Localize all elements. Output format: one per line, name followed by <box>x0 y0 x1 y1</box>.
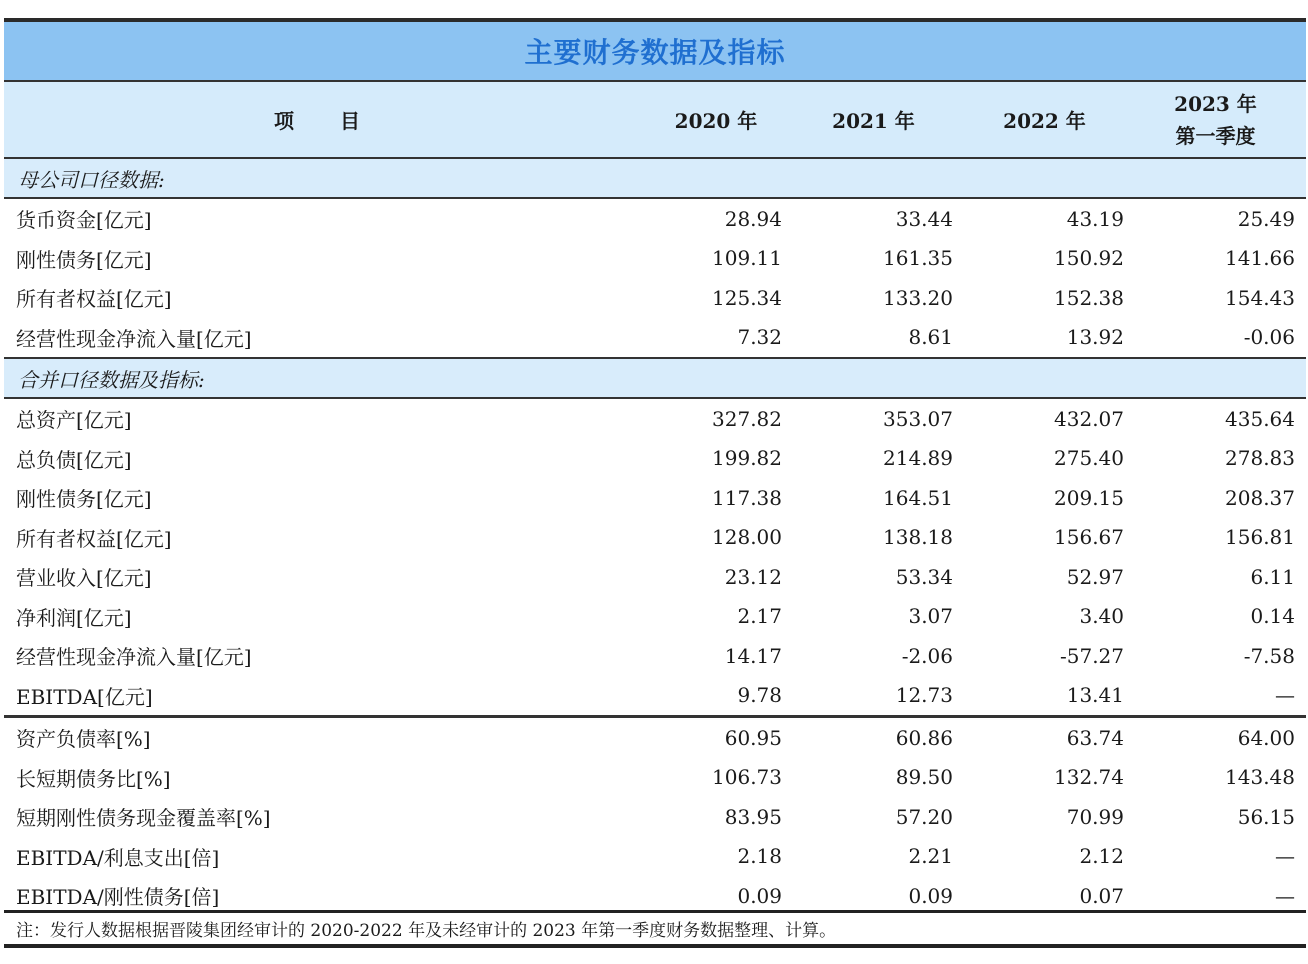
row-value: 64.00 <box>1237 725 1295 750</box>
table-row <box>4 239 1306 279</box>
row-value: 353.07 <box>883 406 953 431</box>
row-label: 经营性现金净流入量[亿元] <box>16 645 252 670</box>
header-2022: 2022 年 <box>1003 109 1086 133</box>
table-row <box>4 278 1306 318</box>
row-label: 所有者权益[亿元] <box>16 287 172 312</box>
row-value: 0.09 <box>737 883 782 908</box>
row-value: 327.82 <box>712 406 782 431</box>
row-value: 9.78 <box>737 683 782 708</box>
row-value: -7.58 <box>1243 643 1295 668</box>
row-label: 短期刚性债务现金覆盖率[%] <box>16 806 271 831</box>
row-value: 128.00 <box>712 525 782 550</box>
row-value: 208.37 <box>1225 485 1295 510</box>
row-value: 14.17 <box>724 643 782 668</box>
table-row <box>4 837 1306 877</box>
row-value: 143.48 <box>1225 765 1295 790</box>
row-value: 13.92 <box>1066 325 1124 350</box>
row-value: — <box>1275 844 1295 869</box>
financial-table <box>4 18 1306 916</box>
row-value: 89.50 <box>895 765 953 790</box>
row-value: -0.06 <box>1243 325 1295 350</box>
table-row <box>4 676 1306 716</box>
row-label: EBITDA[亿元] <box>16 684 153 709</box>
table-note: 注：发行人数据根据晋陵集团经审计的 2020-2022 年及未经审计的 2023 年第一季度财务数据整理、计算。 <box>4 910 1306 948</box>
row-value: 28.94 <box>724 206 782 231</box>
table-body <box>4 159 1306 916</box>
row-label: 资产负债率[%] <box>16 727 151 752</box>
row-value: 2.18 <box>737 844 782 869</box>
row-label: EBITDA/刚性债务[倍] <box>16 885 220 910</box>
row-label: 长短期债务比[%] <box>16 766 171 791</box>
header-2020: 2020 年 <box>674 109 758 133</box>
row-value: 3.40 <box>1079 604 1124 629</box>
header-2021: 2021 年 <box>832 109 915 133</box>
row-value: 132.74 <box>1054 765 1124 790</box>
row-value: 109.11 <box>712 246 782 271</box>
row-value: 6.11 <box>1250 564 1295 589</box>
row-value: 70.99 <box>1066 804 1124 829</box>
row-label: 货币资金[亿元] <box>16 208 152 233</box>
row-value: 0.07 <box>1079 883 1124 908</box>
row-value: 23.12 <box>724 564 782 589</box>
row-label: 总负债[亿元] <box>16 447 132 472</box>
row-value: 63.74 <box>1066 725 1124 750</box>
row-value: 156.67 <box>1054 525 1124 550</box>
row-value: 106.73 <box>712 765 782 790</box>
row-label: 经营性现金净流入量[亿元] <box>16 326 252 351</box>
row-value: 432.07 <box>1054 406 1124 431</box>
row-value: 154.43 <box>1225 285 1295 310</box>
row-label: 刚性债务[亿元] <box>16 487 152 512</box>
row-value: 278.83 <box>1225 446 1295 471</box>
row-label: 总资产[亿元] <box>16 408 132 433</box>
table-row <box>4 518 1306 558</box>
row-label: 刚性债务[亿元] <box>16 247 152 272</box>
row-value: 25.49 <box>1237 206 1295 231</box>
table-row <box>4 758 1306 798</box>
row-value: 12.73 <box>895 683 953 708</box>
header-2023q1: 2023 年 第一季度 <box>1174 91 1257 148</box>
row-value: 57.20 <box>895 804 953 829</box>
row-value: 125.34 <box>712 285 782 310</box>
table-row <box>4 715 1306 758</box>
row-value: 138.18 <box>883 525 953 550</box>
row-value: 435.64 <box>1225 406 1295 431</box>
section-header: 合并口径数据及指标: <box>4 357 1306 399</box>
row-value: 133.20 <box>883 285 953 310</box>
row-value: 0.14 <box>1250 604 1295 629</box>
row-value: 60.95 <box>724 725 782 750</box>
row-value: 156.81 <box>1225 525 1295 550</box>
row-value: 161.35 <box>883 246 953 271</box>
header-item: 项 目 <box>274 109 362 133</box>
row-value: 7.32 <box>737 325 782 350</box>
row-value: 56.15 <box>1237 804 1295 829</box>
row-value: 275.40 <box>1054 446 1124 471</box>
row-value: 52.97 <box>1066 564 1124 589</box>
table-header <box>4 82 1306 159</box>
row-value: 150.92 <box>1054 246 1124 271</box>
row-value: 117.38 <box>712 485 782 510</box>
row-label: 营业收入[亿元] <box>16 566 152 591</box>
table-row <box>4 399 1306 439</box>
table-row <box>4 797 1306 837</box>
table-row <box>4 636 1306 676</box>
row-value: 2.17 <box>737 604 782 629</box>
row-value: — <box>1275 683 1295 708</box>
row-value: 214.89 <box>883 446 953 471</box>
row-value: — <box>1275 883 1295 908</box>
row-value: 33.44 <box>895 206 953 231</box>
row-label: EBITDA/利息支出[倍] <box>16 845 220 870</box>
row-value: 8.61 <box>908 325 953 350</box>
row-value: 13.41 <box>1066 683 1124 708</box>
table-row <box>4 478 1306 518</box>
row-value: 3.07 <box>908 604 953 629</box>
row-value: 209.15 <box>1054 485 1124 510</box>
row-value: 53.34 <box>895 564 953 589</box>
table-row <box>4 597 1306 637</box>
row-value: 141.66 <box>1225 246 1295 271</box>
row-value: 2.12 <box>1079 844 1124 869</box>
row-value: -57.27 <box>1059 643 1124 668</box>
table-row <box>4 199 1306 239</box>
table-row <box>4 318 1306 358</box>
row-value: 0.09 <box>908 883 953 908</box>
row-value: 152.38 <box>1054 285 1124 310</box>
row-value: 199.82 <box>712 446 782 471</box>
row-value: 164.51 <box>883 485 953 510</box>
table-row <box>4 557 1306 597</box>
table-row <box>4 439 1306 479</box>
row-value: -2.06 <box>901 643 953 668</box>
section-header: 母公司口径数据: <box>4 159 1306 199</box>
row-label: 所有者权益[亿元] <box>16 526 172 551</box>
table-title: 主要财务数据及指标 <box>4 18 1306 82</box>
row-label: 净利润[亿元] <box>16 605 132 630</box>
row-value: 2.21 <box>908 844 953 869</box>
row-value: 83.95 <box>724 804 782 829</box>
row-value: 60.86 <box>895 725 953 750</box>
row-value: 43.19 <box>1066 206 1124 231</box>
